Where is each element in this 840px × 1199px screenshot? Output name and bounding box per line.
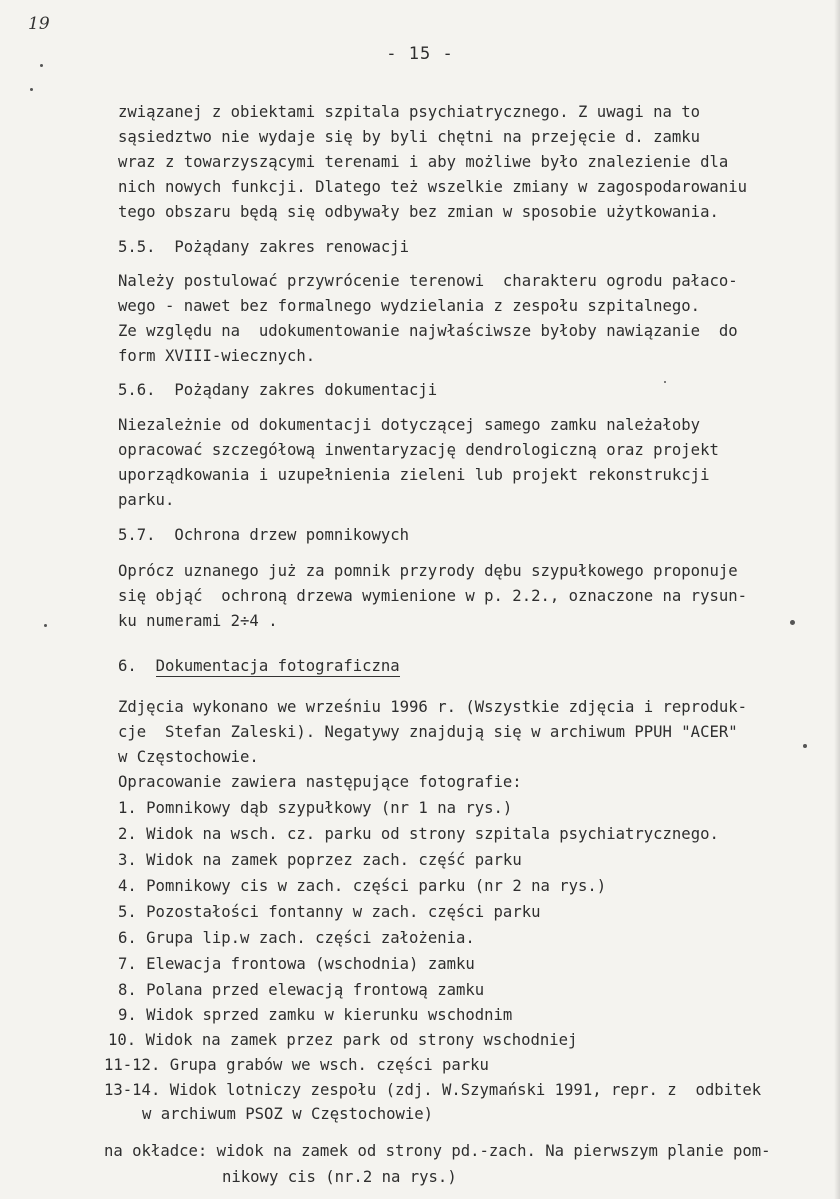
list-number: 13-14. <box>104 1081 161 1099</box>
text-line: się objąć ochroną drzewa wymienione w p. 2.2., oznaczone na rysun- <box>118 587 748 605</box>
text-line: form XVIII-wiecznych. <box>118 347 316 365</box>
text-line: Zdjęcia wykonano we wrześniu 1996 r. (Wszystkie zdjęcia i reproduk- <box>118 698 748 716</box>
speck <box>803 744 807 748</box>
list-text: Grupa lip.w zach. części założenia. <box>146 929 475 947</box>
text-line: wego - nawet bez formalnego wydzielania z zespołu szpitalnego. <box>118 297 701 315</box>
text-line: nich nowych funkcji. Dlatego też wszelkie zmiany w zagospodarowaniu <box>118 178 748 196</box>
page-edge-shadow <box>834 0 840 1199</box>
text-line: tego obszaru będą się odbywały bez zmian w sposobie użytkowania. <box>118 203 719 221</box>
list-text: Widok lotniczy zespołu (zdj. W.Szymański 1991, repr. z odbitek <box>169 1081 762 1099</box>
text-line: cje Stefan Zaleski). Negatywy znajdują się w archiwum PPUH "ACER" <box>118 723 738 741</box>
section-title: Dokumentacja fotograficzna <box>155 657 400 675</box>
list-item <box>104 1056 489 1074</box>
list-number: 2. <box>118 825 137 843</box>
text-line: wraz z towarzyszącymi terenami i aby możliwe było znalezienie dla <box>118 153 729 171</box>
list-number: 9. <box>118 1006 137 1024</box>
handwritten-page-mark: 19 <box>28 14 50 34</box>
list-item <box>118 1006 512 1024</box>
list-item <box>118 955 475 973</box>
speck <box>40 64 43 67</box>
list-number: 5. <box>118 903 137 921</box>
section-heading-5-6: 5.6. Pożądany zakres dokumentacji <box>118 381 438 399</box>
list-item <box>118 929 475 947</box>
section-heading-5-5: 5.5. Pożądany zakres renowacji <box>118 238 410 256</box>
list-text: Grupa grabów we wsch. części parku <box>169 1056 489 1074</box>
list-item <box>118 981 484 999</box>
list-item <box>104 1081 761 1099</box>
text-line: parku. <box>118 491 175 509</box>
list-item <box>118 851 522 869</box>
text-line: Należy postulować przywrócenie terenowi charakteru ogrodu pałaco- <box>118 272 738 290</box>
list-text: Widok na wsch. cz. parku od strony szpitala psychiatrycznego. <box>146 825 719 843</box>
list-text: Pozostałości fontanny w zach. części parku <box>146 903 541 921</box>
text-line: ku numerami 2÷4 . <box>118 612 278 630</box>
list-number: 6. <box>118 929 137 947</box>
text-line: sąsiedztwo nie wydaje się by byli chętni na przejęcie d. zamku <box>118 128 701 146</box>
list-number: 7. <box>118 955 137 973</box>
text-line: opracować szczegółową inwentaryzację dendrologiczną oraz projekt <box>118 441 719 459</box>
text-line: uporządkowania i uzupełnienia zieleni lub projekt rekonstrukcji <box>118 466 710 484</box>
speck <box>664 381 666 383</box>
list-number: 10. <box>108 1031 137 1049</box>
cover-note-line: na okładce: widok na zamek od strony pd.-zach. Na pierwszym planie pom- <box>104 1142 771 1160</box>
cover-note-line: nikowy cis (nr.2 na rys.) <box>222 1168 457 1186</box>
list-item <box>108 1031 577 1049</box>
speck <box>790 620 795 625</box>
list-item <box>118 877 606 895</box>
list-text: Pomnikowy dąb szypułkowy (nr 1 na rys.) <box>146 799 513 817</box>
text-line: Ze względu na udokumentowanie najwłaściwsze byłoby nawiązanie do <box>118 322 738 340</box>
list-item <box>118 903 540 921</box>
text-line: Opracowanie zawiera następujące fotografie: <box>118 773 522 791</box>
list-number: 4. <box>118 877 137 895</box>
text-line: Niezależnie od dokumentacji dotyczącej samego zamku należałoby <box>118 416 701 434</box>
list-text: Widok na zamek przez park od strony wschodniej <box>145 1031 578 1049</box>
list-number: 3. <box>118 851 137 869</box>
list-item <box>118 799 512 817</box>
list-number: 1. <box>118 799 137 817</box>
text-line: w Częstochowie. <box>118 748 259 766</box>
list-text: Pomnikowy cis w zach. części parku (nr 2 na rys.) <box>146 877 607 895</box>
list-number: 11-12. <box>104 1056 161 1074</box>
speck <box>44 624 47 627</box>
list-text: Polana przed elewacją frontową zamku <box>146 981 485 999</box>
section-heading-6 <box>118 657 400 675</box>
section-heading-5-7: 5.7. Ochrona drzew pomnikowych <box>118 526 410 544</box>
list-item <box>118 825 719 843</box>
text-line: związanej z obiektami szpitala psychiatrycznego. Z uwagi na to <box>118 103 701 121</box>
list-item-continuation: w archiwum PSOZ w Częstochowie) <box>142 1105 434 1123</box>
page-number: - 15 - <box>386 44 454 64</box>
section-number: 6. <box>118 657 137 675</box>
text-line: Oprócz uznanego już za pomnik przyrody dębu szypułkowego proponuje <box>118 562 738 580</box>
list-number: 8. <box>118 981 137 999</box>
speck <box>30 88 33 91</box>
list-text: Widok na zamek poprzez zach. część parku <box>146 851 522 869</box>
list-text: Widok sprzed zamku w kierunku wschodnim <box>146 1006 513 1024</box>
list-text: Elewacja frontowa (wschodnia) zamku <box>146 955 475 973</box>
